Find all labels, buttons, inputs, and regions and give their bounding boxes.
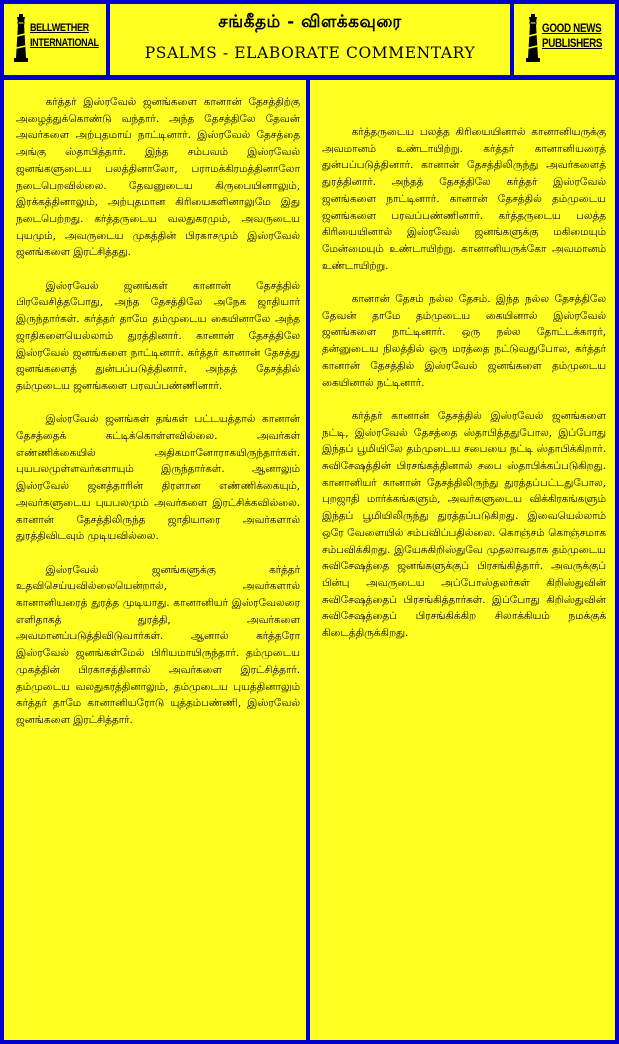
- lighthouse-icon: [14, 14, 28, 62]
- page-title-tamil: சங்கீதம் - விளக்கவுரை: [218, 12, 402, 32]
- right-column: [310, 80, 615, 1040]
- paragraph: இஸ்ரவேல் ஜனங்கள் தங்கள் பட்டயத்தால் கானான் தேசத்தைக் கட்டிக்கொள்ளவில்லை. அவர்கள் எண்ணிக்கையில் அதிகமானோராகயிருந்தார்கள். புயபலமுள்ளவர்களாயும் இருந்தார்கள். ஆனாலும் இஸ்ரவேல் ஜனத்தாரின் திரளான எண்ணிக்கையும், அவர்களுடைய புயபலமும் அவர்களை இரட்சிக்கவில்லை. கானான் தேசத்திலிருந்த ஜாதியாரை அவர்களால் துரத்திவிடவும் முடியவில்லை.: [16, 413, 300, 543]
- page-header: [110, 4, 510, 75]
- paragraph: கர்த்தர் இஸ்ரவேல் ஜனங்களை கானான் தேசத்திற்கு அழைத்துக்கொண்டு வந்தார். அந்த தேசத்திலே தேவன் அவர்களை அற்புதமாய் நாட்டினார். இஸ்ரவேல் தேசத்தை அங்கு ஸ்தாபித்தார். இந்த சம்பவம் இஸ்ரவேல் ஜனங்களுடைய பலத்தினாலோ, பராமக்கிரமத்தினாலோ நடைபெறவில்லை. தேவனுடைய கிருபையினாலும், இரக்கத்தினாலும், அற்புதமான கிரியைகளினாலுமே இது நடைபெற்றது. கர்த்தருடைய வலதுகரமும், அவருடைய புயமும், அவருடைய முகத்தின் பிரகாசமும் இஸ்ரவேல் ஜனங்களை இரட்சித்தது.: [16, 96, 300, 259]
- logo-left-line1: BELLWETHER: [30, 22, 89, 34]
- page-title-english: PSALMS - ELABORATE COMMENTARY: [144, 44, 476, 62]
- paragraph: இஸ்ரவேல் ஜனங்களுக்கு கர்த்தர் உதவிசெய்யவில்லையென்றால், அவர்களால் கானானியரைத் துரத்த முடியாது. கானானியர் இஸ்ரவேலரை எளிதாகத் துரத்தி, அவர்களை அவமானப்படுத்திவிடுவார்கள். ஆனால் கர்த்தரோ இஸ்ரவேல் ஜனங்கள்மேல் பிரியமாயிருந்தார். தம்முடைய முகத்தின் பிரகாசத்தினால் அவர்களை இரட்சித்தார். தம்முடைய வலதுகரத்தினாலும், தம்முடைய புயத்தினாலும் கர்த்தர் தாமே கானானியரோடு யுத்தம்பண்ணி, இஸ்ரவேல் ஜனங்களை இரட்சித்தார்.: [16, 563, 300, 726]
- paragraph: இஸ்ரவேல் ஜனங்கள் கானான் தேசத்தில் பிரவேசித்தபோது, அந்த தேசத்திலே அநேக ஜாதியார் இருந்தார்கள். கர்த்தர் தாமே தம்முடைய கையினாலே அந்த ஜாதிகளையெல்லாம் துரத்தினார். கானான் தேசத்திலே இஸ்ரவேல் ஜனங்களை நாட்டினார். கர்த்தர் கானான் தேசத்து ஜனங்களைத் துன்பப்படுத்தினார். அந்தத் தேசத்தில் தம்முடைய ஜனங்களை பரவப்பண்ணினார்.: [16, 279, 300, 392]
- good-news-publishers-logo: [514, 4, 615, 75]
- logo-right-line2: PUBLISHERS: [542, 36, 603, 50]
- paragraph: கானான் தேசம் நல்ல தேசம். இந்த நல்ல தேசத்திலே தேவன் தாமே தம்முடைய கையினால் இஸ்ரவேல் ஜனங்களை நாட்டினார். ஒரு நல்ல தோட்டக்காரர், தன்னுடைய நிலத்தில் ஒரு மரத்தை நட்டுவதுபோல, கர்த்தர் கானான் தேசத்தில் இஸ்ரவேல் ஜனங்களை தம்முடைய கையினால் நட்டினார்.: [322, 293, 606, 389]
- lighthouse-icon: [526, 14, 540, 62]
- left-column: [4, 80, 306, 1040]
- logo-right-line1: GOOD NEWS: [542, 21, 602, 35]
- paragraph: கர்த்தர் கானான் தேசத்தில் இஸ்ரவேல் ஜனங்களை நட்டி, இஸ்ரவேல் தேசத்தை ஸ்தாபித்ததுபோல, இப்போது இந்தப் பூமியிலே தம்முடைய சபையை நட்டி ஸ்தாபிக்கிறார். சுவிசேஷத்தின் பிரசங்கத்தினால் சபை ஸ்தாபிக்கப்படுகிறது. கானானியர் கானான் தேசத்திலிருந்து துரத்தப்பட்டதுபோல, புறஜாதி மார்க்கங்களும், அவர்களுடைய விக்கிரகங்களும் இந்தப் பூமியிலிருந்து துரத்தப்படுகிறது. இவையெல்லாம் ஒரே வேளையில் சம்பவிப்பதில்லை. கொஞ்சம் கொஞ்சமாக சம்பவிக்கிறது. இயேசுகிறிஸ்துவே முதலாவதாக தம்முடைய சுவிசேஷத்தை ஜனங்களுக்குப் பிரசங்கித்தார். அவருக்குப் பின்பு அவருடைய அப்போஸ்தலர்கள் கிறிஸ்துவின் சுவிசேஷத்தைப் பிரசங்கித்தார்கள். இப்போது கிறிஸ்துவின் சுவிசேஷத்தைப் பிரசங்கிக்கிற சிலாக்கியம் நமக்குக் கிடைத்திருக்கிறது.: [322, 409, 606, 640]
- paragraph: கர்த்தருடைய பலத்த கிரியையினால் கானானியருக்கு அவமானம் உண்டாயிற்று. கர்த்தர் கானானியரைத் துன்பப்படுத்தினார். கானான் தேசத்திலிருந்து அவர்களைத் துரத்தினார். அந்தத் தேசத்திலே கர்த்தர் இஸ்ரவேல் ஜனங்களை நாட்டினார். கானான் தேசத்தில் தம்முடைய ஜனங்களை பரவப்பண்ணினார். கர்த்தருடைய பலத்த கிரியையினால் இஸ்ரவேல் ஜனங்களுக்கு மகிமையும் மேன்மையும் உண்டாயிற்று. கானானியருக்கோ அவமானம் உண்டாயிற்று.: [322, 126, 606, 272]
- logo-left-line2: INTERNATIONAL: [30, 37, 99, 49]
- bellwether-logo: [4, 4, 106, 75]
